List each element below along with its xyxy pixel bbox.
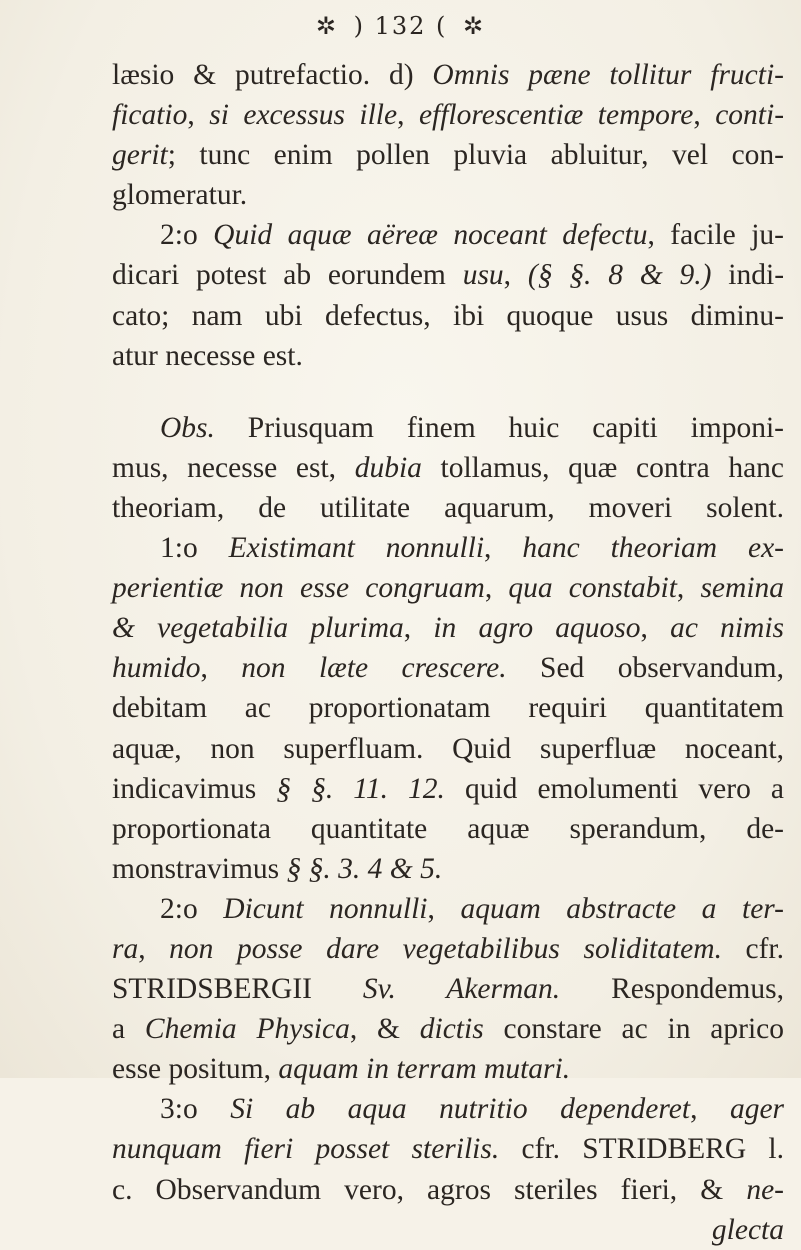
italic-text: dictis bbox=[419, 1013, 484, 1046]
italic-text: gerit bbox=[112, 139, 168, 172]
text-line bbox=[112, 488, 784, 528]
italic-text: ager bbox=[729, 1093, 785, 1126]
italic-text: ficatio bbox=[112, 99, 188, 132]
text-line bbox=[112, 55, 784, 95]
italic-text: usu bbox=[462, 259, 504, 292]
text-segment: , & bbox=[349, 1013, 420, 1046]
text-line bbox=[112, 336, 784, 376]
italic-text: Si ab aqua nutritio dependeret bbox=[230, 1093, 691, 1126]
text-segment: , bbox=[484, 572, 509, 605]
text-segment: aquæ, non superfluam. Quid superfluæ noceant, bbox=[112, 732, 784, 765]
text-segment: , bbox=[690, 1093, 730, 1126]
italic-text: humido bbox=[112, 652, 201, 685]
text-segment: debitam ac proportionatam requiri quantitatem bbox=[112, 692, 784, 725]
text-line bbox=[112, 608, 784, 648]
text-segment: , bbox=[693, 99, 716, 132]
text-line bbox=[112, 175, 784, 215]
text-line bbox=[112, 1129, 784, 1169]
text-segment: , bbox=[427, 892, 461, 925]
text-line bbox=[112, 1009, 784, 1049]
italic-text: Dicunt nonnulli bbox=[223, 892, 428, 925]
text-segment: 3:o bbox=[160, 1093, 231, 1126]
text-line bbox=[112, 1170, 784, 1210]
text-segment: dicari potest ab eorundem bbox=[112, 259, 463, 292]
page-header bbox=[0, 12, 801, 40]
text-segment: 2:o bbox=[160, 219, 214, 252]
italic-text: Chemia Physica bbox=[144, 1013, 350, 1046]
text-line bbox=[112, 135, 784, 175]
text-segment: proportionata quantitate aquæ sperandum, de- bbox=[112, 812, 784, 845]
italic-text: semina bbox=[700, 572, 785, 605]
italic-text: qua constabit bbox=[508, 572, 677, 605]
page-number: ) 132 ( bbox=[353, 12, 448, 40]
italic-text: Quid aquæ aëreæ noceant defectu bbox=[213, 219, 648, 252]
text-segment: , bbox=[200, 652, 242, 685]
right-ornament: ✲ bbox=[463, 12, 486, 40]
text-segment: , bbox=[138, 932, 170, 965]
text-segment: læsio & putrefactio. d) bbox=[112, 59, 433, 91]
text-segment: STRIDSBERGII bbox=[112, 973, 363, 1006]
italic-text: non posse dare vegetabilibus soliditatem. bbox=[169, 932, 722, 965]
italic-text: dubia bbox=[354, 451, 422, 484]
text-segment: cfr. bbox=[721, 932, 784, 965]
italic-text: conti- bbox=[715, 99, 785, 132]
text-line bbox=[112, 296, 784, 336]
italic-text: Existimant nonnulli bbox=[228, 532, 485, 565]
text-segment: quid emolumenti vero a bbox=[444, 772, 785, 805]
text-segment: 1:o bbox=[160, 532, 229, 565]
italic-text: aquam abstracte a ter- bbox=[460, 892, 784, 925]
text-line bbox=[112, 215, 784, 255]
italic-text: non læte crescere. bbox=[241, 652, 507, 685]
italic-text: ac nimis bbox=[670, 612, 785, 645]
text-segment: tollamus, quæ contra hanc bbox=[421, 451, 785, 484]
text-segment: indicavimus bbox=[112, 772, 277, 805]
italic-text: ra bbox=[112, 932, 139, 965]
italic-text: Obs. bbox=[160, 411, 215, 444]
italic-text: Omnis pæne tollitur fructi- bbox=[432, 59, 784, 91]
italic-text: si excessus ille bbox=[209, 99, 398, 132]
text-line bbox=[112, 528, 784, 568]
italic-text: perientiæ non esse congruam bbox=[112, 572, 485, 605]
text-line bbox=[112, 648, 784, 688]
italic-text: efflorescentiæ tempore bbox=[418, 99, 694, 132]
text-segment: , bbox=[640, 612, 671, 645]
text-segment: mus, necesse est, bbox=[112, 451, 355, 484]
text-segment: monstravimus bbox=[112, 852, 287, 885]
italic-text: ne- bbox=[746, 1173, 784, 1206]
left-ornament: ✲ bbox=[315, 12, 338, 40]
italic-text: (§ §. 8 & 9.) bbox=[527, 259, 712, 292]
italic-text: hanc theoriam ex- bbox=[522, 532, 785, 565]
text-line bbox=[112, 729, 784, 769]
text-line bbox=[112, 769, 784, 809]
italic-text: & vegetabilia plurima bbox=[112, 612, 404, 645]
text-segment: c. Observandum vero, agros steriles fieri, & bbox=[112, 1173, 747, 1206]
italic-text: § §. 3. 4 & 5. bbox=[286, 852, 443, 885]
text-segment: , facile ju- bbox=[647, 219, 784, 252]
text-line bbox=[112, 448, 784, 488]
text-segment: Priusquam finem huic capiti imponi- bbox=[214, 411, 784, 444]
text-segment: 2:o bbox=[160, 892, 224, 925]
italic-text: in agro aquoso bbox=[433, 612, 641, 645]
text-line bbox=[112, 1210, 784, 1250]
text-segment: cato; nam ubi defectus, ibi quoque usus diminu- bbox=[112, 299, 784, 332]
text-segment: ; tunc enim pollen pluvia abluitur, vel con- bbox=[167, 139, 784, 172]
text-segment: esse positum, bbox=[112, 1053, 279, 1086]
text-segment: , bbox=[403, 612, 434, 645]
text-segment: , bbox=[484, 532, 523, 565]
italic-text: glecta bbox=[711, 1213, 784, 1246]
text-segment: , bbox=[187, 99, 210, 132]
text-line bbox=[112, 255, 784, 295]
text-line bbox=[112, 969, 784, 1009]
text-line bbox=[112, 889, 784, 929]
text-line bbox=[112, 688, 784, 728]
text-line bbox=[112, 809, 784, 849]
text-line bbox=[112, 929, 784, 969]
body-text bbox=[112, 55, 784, 1250]
text-segment: , bbox=[503, 259, 528, 292]
text-segment: atur necesse est. bbox=[112, 339, 303, 372]
italic-text: § §. 11. 12. bbox=[276, 772, 445, 805]
text-line bbox=[112, 1089, 784, 1129]
text-segment: , bbox=[676, 572, 701, 605]
text-segment: , bbox=[397, 99, 419, 132]
italic-text: aquam in terram mutari. bbox=[278, 1053, 571, 1086]
text-segment: Respondemus, bbox=[560, 973, 784, 1006]
italic-text: Sv. Akerman. bbox=[362, 973, 561, 1006]
text-segment: a bbox=[112, 1013, 145, 1046]
text-line bbox=[112, 1049, 784, 1089]
text-line bbox=[112, 408, 784, 448]
text-segment: constare ac in aprico bbox=[483, 1013, 784, 1046]
text-segment: cfr. STRIDBERG l. bbox=[499, 1133, 784, 1166]
text-segment: glomeratur. bbox=[112, 179, 248, 212]
text-segment: Sed observandum, bbox=[506, 652, 785, 685]
italic-text: nunquam fieri posset sterilis. bbox=[112, 1133, 500, 1166]
text-line bbox=[112, 849, 784, 889]
text-segment: theoriam, de utilitate aquarum, moveri solent. bbox=[112, 491, 784, 524]
text-line bbox=[112, 568, 784, 608]
text-line bbox=[112, 95, 784, 135]
text-segment: indi- bbox=[711, 259, 785, 292]
